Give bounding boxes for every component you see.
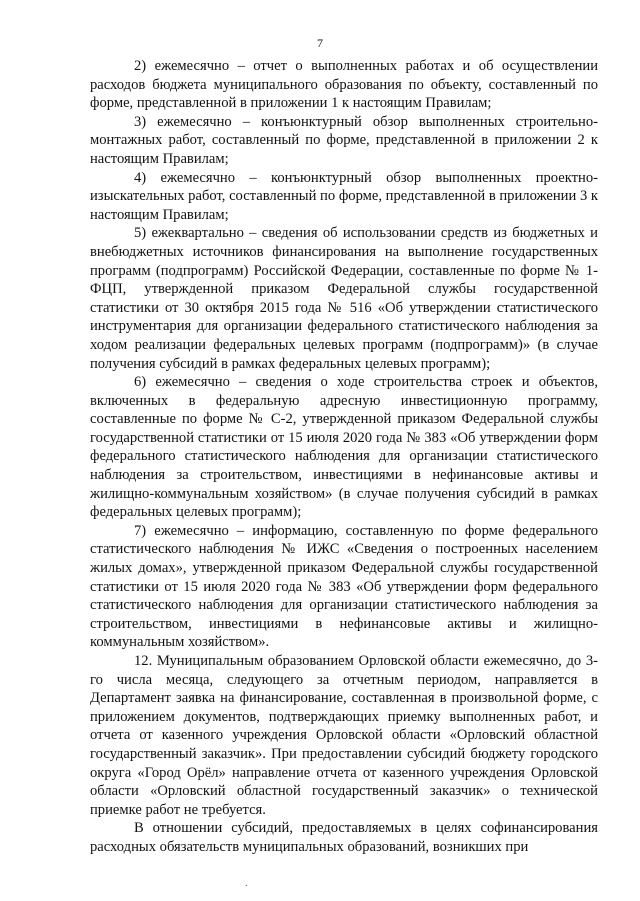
page-number: 7 [317, 36, 323, 50]
paragraph-item-6: 6) ежемесячно – сведения о ходе строительства строек и объектов, включенных в федеральную адресную инвестиционную программу, составленные по форме № С-2, утвержденной приказом Федеральной службы государственной статистики от 15 июля 2020 года № 383 «Об утверждении форм федерального статистического наблюдения для организации статистического наблюдения за строительством, инвестициями в нефинансовые активы и жилищно-коммунальным хозяйством» (в случае получения субсидий в рамках федеральных целевых программ); [90, 374, 598, 521]
paragraph-item-2: 2) ежемесячно – отчет о выполненных работах и об осуществлении расходов бюджета муниципального образования по объекту, составленный по форме, представленной в приложении 1 к настоящим Правилам; [90, 58, 598, 112]
paragraph-clause-12: 12. Муниципальным образованием Орловской области ежемесячно, до 3-го числа месяца, следующего за отчетным периодом, направляется в Департамент заявка на финансирование, составленная в произвольной форме, с приложением документов, подтверждающих приемку выполненных работ, и отчета от казенного учреждения Орловской области «Орловский областной государственный заказчик». При предоставлении субсидий бюджету городского округа «Город Орёл» направление отчета от казенного учреждения Орловской области «Орловский областной государственный заказчик» о технической приемке работ не требуется. [90, 653, 598, 818]
paragraph-item-3: 3) ежемесячно – конъюнктурный обзор выполненных строительно-монтажных работ, составленный по форме, представленной в приложении 2 к настоящим Правилам; [90, 113, 598, 167]
document-body [90, 57, 598, 857]
paragraph-subsidies: В отношении субсидий, предоставляемых в целях софинансирования расходных обязательств муниципальных образований, возникших при [90, 820, 598, 855]
paragraph-item-4: 4) ежемесячно – конъюнктурный обзор выполненных проектно-изыскательных работ, составленный по форме, представленной в приложении 3 к настоящим Правилам; [90, 169, 598, 223]
paragraph-item-5: 5) ежеквартально – сведения об использовании средств из бюджетных и внебюджетных источников финансирования на выполнение государственных программ (подпрограмм) Российской Федерации, составленные по форме № 1-ФЦП, утвержденной приказом Федеральной службы государственной статистики от 30 октября 2015 года № 516 «Об утверждении статистического инструментария для организации федерального статистического наблюдения за ходом реализации федеральных целевых программ (подпрограмм)» (в случае получения субсидий в рамках федеральных целевых программ); [90, 225, 598, 372]
paragraph-item-7: 7) ежемесячно – информацию, составленную по форме федерального статистического наблюдения № ИЖС «Сведения о построенных населением жилых домах», утвержденной приказом Федеральной службы государственной статистики от 15 июля 2020 года № 383 «Об утверждении форм федерального статистического наблюдения для организации статистического наблюдения за строительством, инвестициями в нефинансовые активы и жилищно-коммунальным хозяйством». [90, 522, 598, 651]
scan-dot-mark: . [245, 878, 248, 889]
